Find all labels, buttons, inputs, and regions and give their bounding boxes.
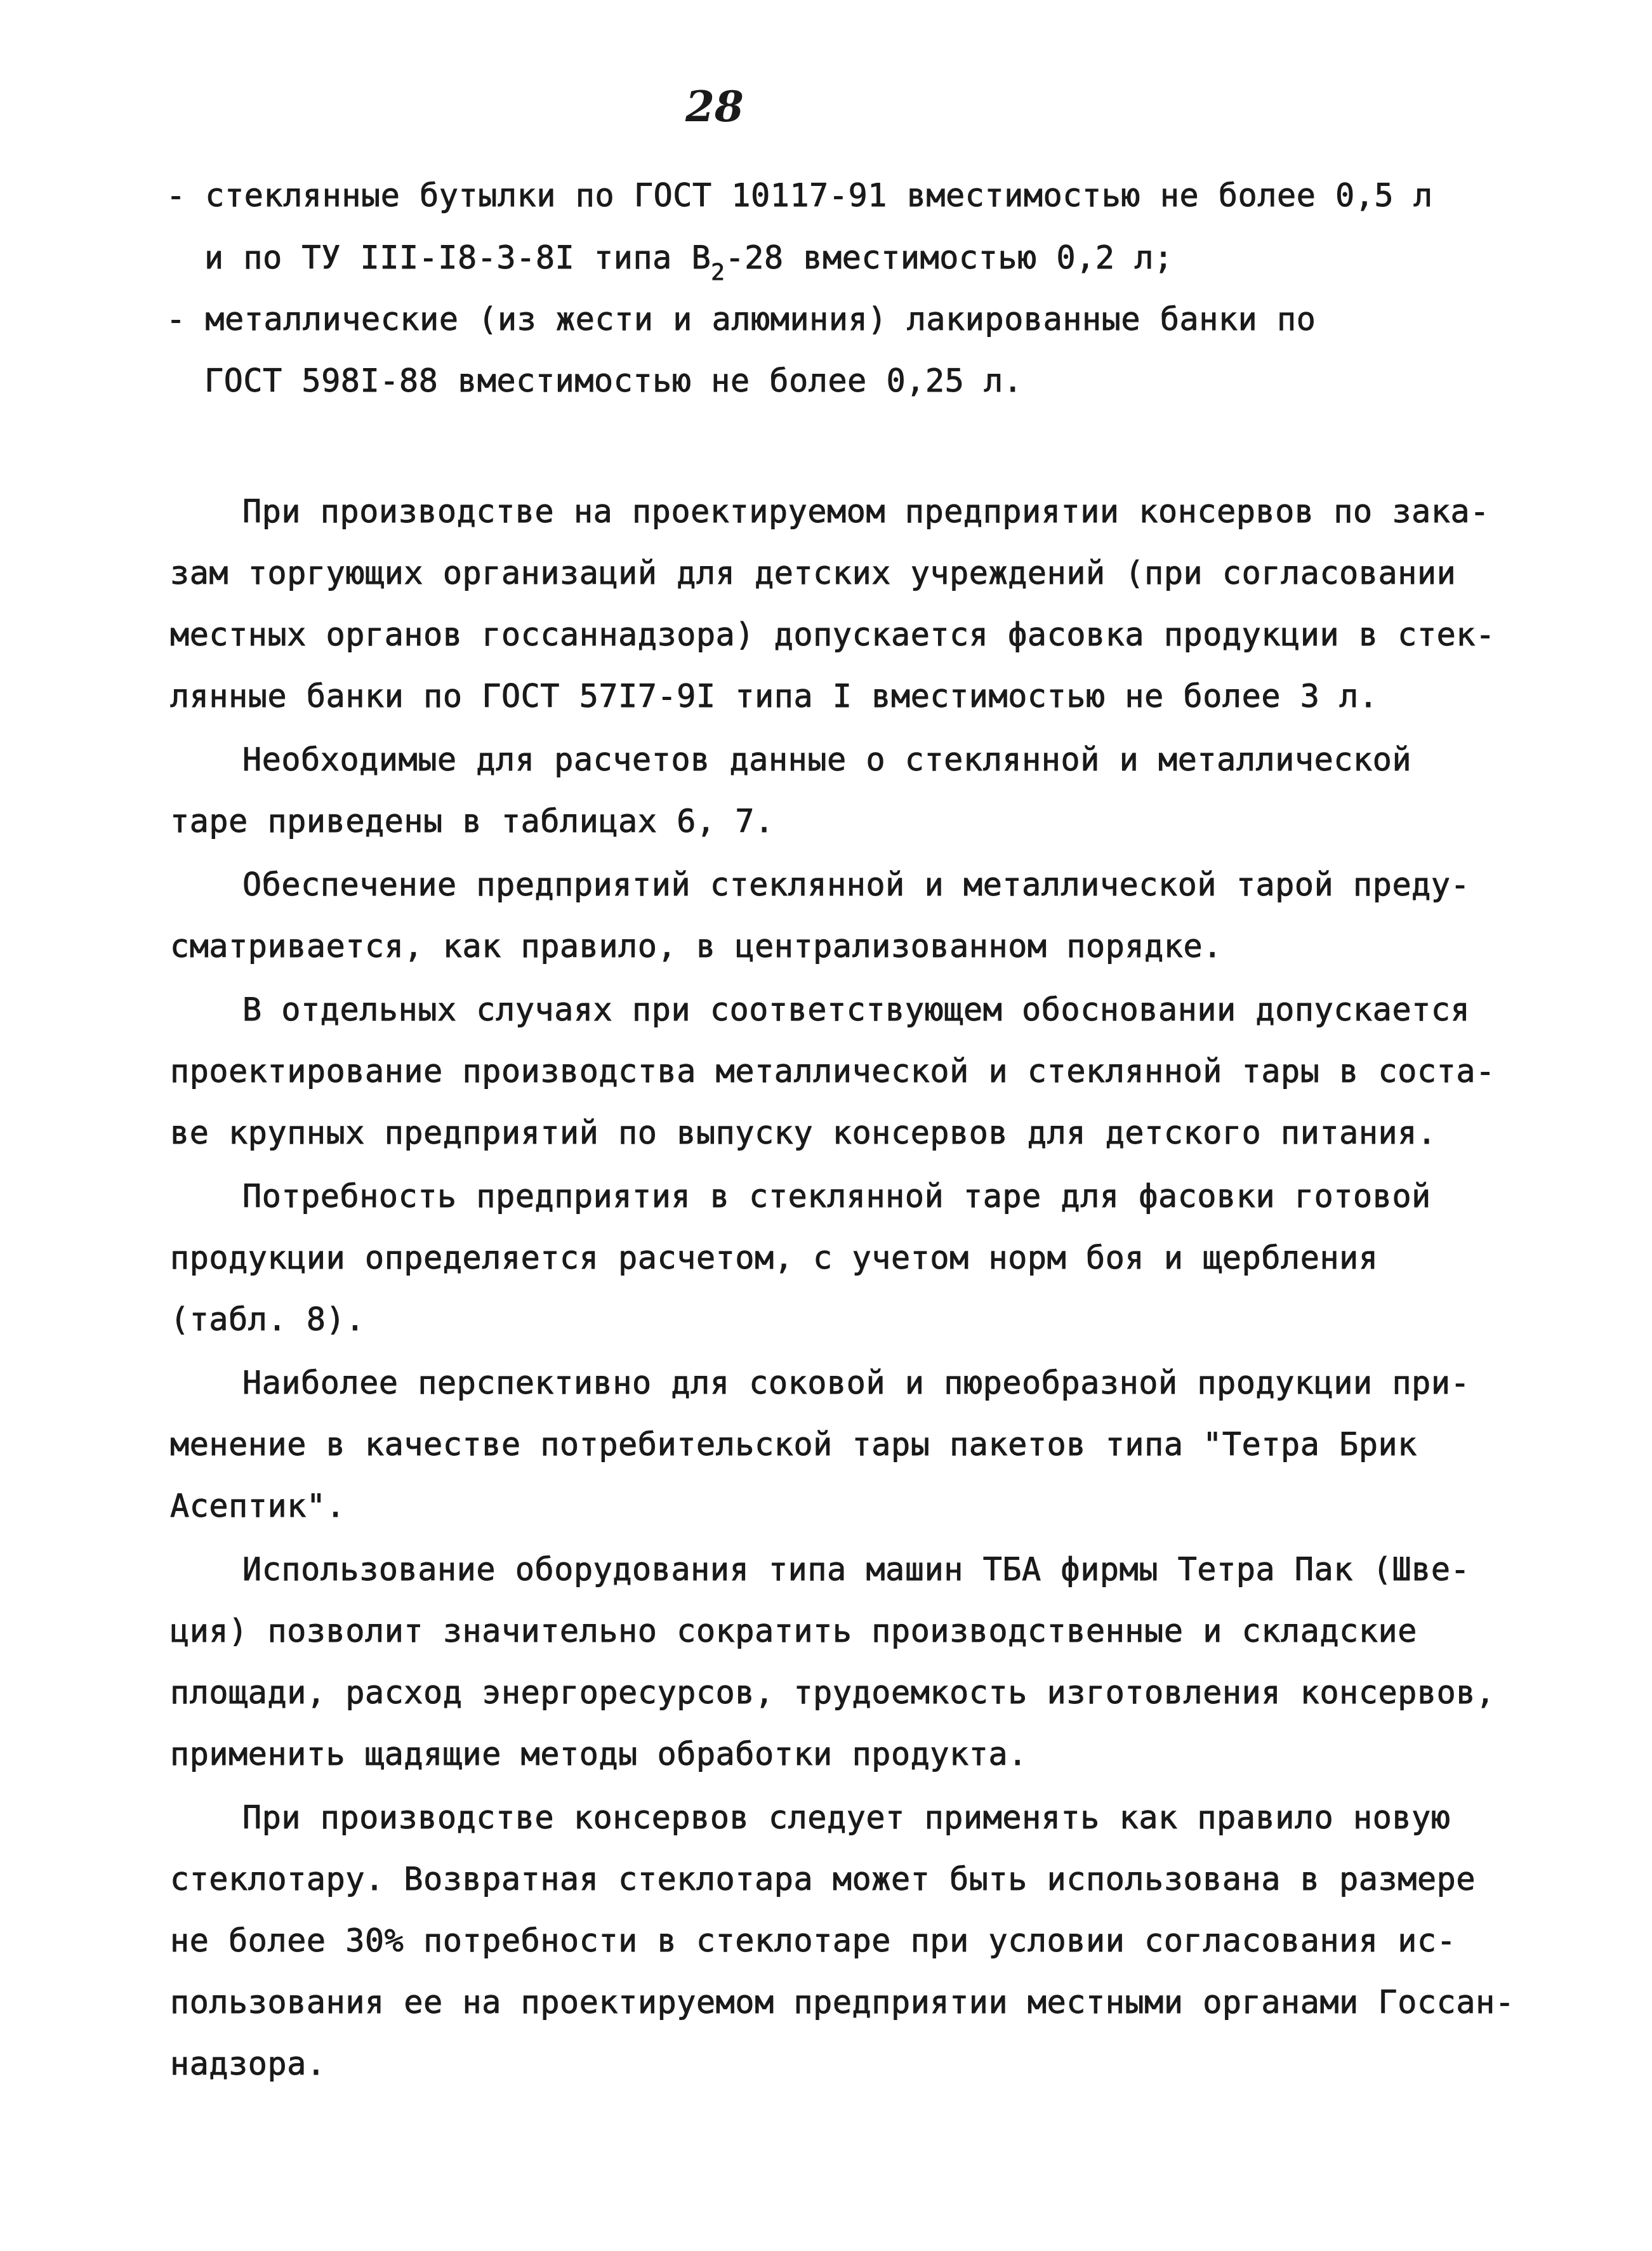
paragraph-3-line-2: сматривается, как правило, в централизованном порядке. — [170, 928, 1222, 965]
list-item-2-line-1: - металлические (из жести и алюминия) лакированные банки по — [166, 301, 1316, 338]
list-item-2-line-2: ГОСТ 598I-88 вместимостью не более 0,25 л. — [204, 362, 1023, 399]
list-item-1-line-1: - стеклянные бутылки по ГОСТ 10117-91 вместимостью не более 0,5 л — [166, 177, 1433, 214]
paragraph-8-line-2: стеклотару. Возвратная стеклотара может быть использована в размере — [170, 1861, 1476, 1898]
paragraph-4-line-2: проектирование производства металлической и стеклянной тары в соста- — [170, 1053, 1495, 1090]
paragraph-6-line-2: менение в качестве потребительской тары пакетов типа "Тетра Брик — [170, 1426, 1417, 1463]
paragraph-4-line-3: ве крупных предприятий по выпуску консервов для детского питания. — [170, 1114, 1437, 1151]
paragraph-7-line-1: Использование оборудования типа машин ТБА фирмы Тетра Пак (Шве- — [242, 1551, 1470, 1588]
paragraph-5-line-2: продукции определяется расчетом, с учетом норм боя и щербления — [170, 1239, 1378, 1276]
paragraph-6-line-3: Асептик". — [170, 1488, 346, 1524]
paragraph-7-line-2: ция) позволит значительно сократить производственные и складские — [170, 1613, 1417, 1649]
paragraph-8-line-5: надзора. — [170, 2045, 326, 2082]
subscript-index: 2 — [711, 260, 725, 286]
paragraph-3-line-1: Обеспечение предприятий стеклянной и металлической тарой преду- — [242, 866, 1470, 903]
paragraph-5-line-3: (табл. 8). — [170, 1301, 366, 1338]
paragraph-1-line-4: лянные банки по ГОСТ 57I7-9I типа I вместимостью не более 3 л. — [170, 678, 1378, 715]
paragraph-1-line-2: зам торгующих организаций для детских учреждений (при согласовании — [170, 555, 1457, 591]
paragraph-1-line-3: местных органов госсаннадзора) допускается фасовка продукции в стек- — [170, 616, 1495, 653]
list-item-1-line-2 — [204, 235, 1173, 284]
paragraph-8-line-1: При производстве консервов следует применять как правило новую — [242, 1799, 1451, 1836]
paragraph-7-line-4: применить щадящие методы обработки продукта. — [170, 1736, 1028, 1772]
paragraph-2-line-1: Необходимые для расчетов данные о стеклянной и металлической — [242, 741, 1412, 778]
paragraph-6-line-1: Наиболее перспективно для соковой и пюреобразной продукции при- — [242, 1364, 1470, 1401]
list-item-1-line-2-rest: -28 вместимостью 0,2 л; — [725, 239, 1173, 276]
list-item-1-line-2-text: и по ТУ III-I8-3-8I типа В — [204, 239, 711, 276]
page-number: 28 — [685, 82, 744, 131]
paragraph-7-line-3: площади, расход энергоресурсов, трудоемкость изготовления консервов, — [170, 1674, 1495, 1711]
paragraph-8-line-3: не более 30% потребности в стеклотаре при условии согласования ис- — [170, 1922, 1457, 1959]
paragraph-4-line-1: В отдельных случаях при соответствующем обосновании допускается — [242, 991, 1470, 1028]
paragraph-8-line-4: пользования ее на проектируемом предприятии местными органами Госсан- — [170, 1984, 1515, 2021]
paragraph-5-line-1: Потребность предприятия в стеклянной таре для фасовки готовой — [242, 1178, 1431, 1215]
paragraph-2-line-2: таре приведены в таблицах 6, 7. — [170, 803, 774, 840]
paragraph-1-line-1: При производстве на проектируемом предприятии консервов по зака- — [242, 493, 1490, 530]
